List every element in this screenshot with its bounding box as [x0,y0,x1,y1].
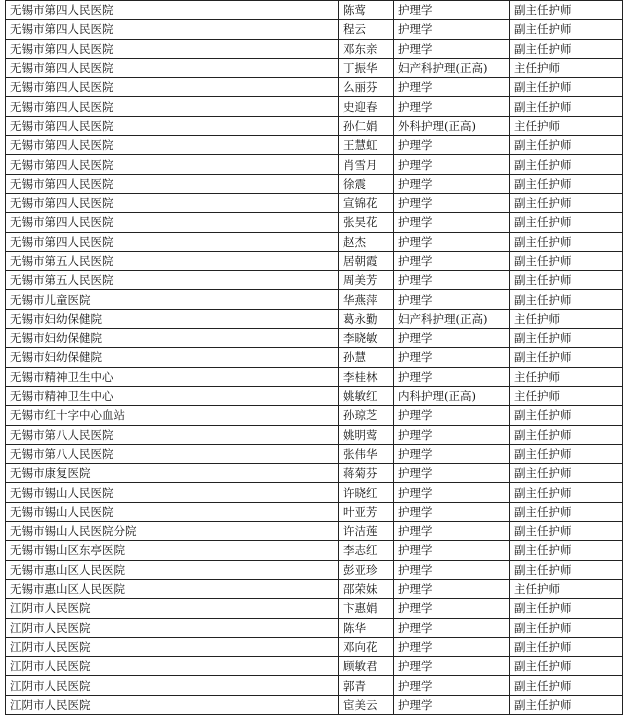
title-cell: 副主任护师 [510,502,623,521]
personnel-table [5,0,623,715]
table-row [6,232,623,251]
specialty-cell: 护理学 [394,676,510,695]
title-cell: 副主任护师 [510,695,623,714]
specialty-cell: 护理学 [394,329,510,348]
specialty-cell: 护理学 [394,695,510,714]
table-row [6,444,623,463]
name-cell: 肖雪月 [339,155,394,174]
hospital-cell: 无锡市妇幼保健院 [6,329,339,348]
hospital-cell: 无锡市第四人民医院 [6,174,339,193]
title-cell: 副主任护师 [510,1,623,20]
table-row [6,193,623,212]
table-row [6,58,623,77]
table-row [6,386,623,405]
table-row [6,676,623,695]
specialty-cell: 护理学 [394,579,510,598]
specialty-cell: 护理学 [394,174,510,193]
hospital-cell: 无锡市第八人民医院 [6,444,339,463]
name-cell: 蒋菊芬 [339,464,394,483]
title-cell: 副主任护师 [510,560,623,579]
table-row [6,136,623,155]
specialty-cell: 护理学 [394,251,510,270]
hospital-cell: 无锡市惠山区人民医院 [6,579,339,598]
hospital-cell: 无锡市第四人民医院 [6,78,339,97]
table-row [6,1,623,20]
specialty-cell: 内科护理(正高) [394,386,510,405]
name-cell: 宦美云 [339,695,394,714]
name-cell: 王慧虹 [339,136,394,155]
hospital-cell: 无锡市精神卫生中心 [6,386,339,405]
table-row [6,560,623,579]
hospital-cell: 江阴市人民医院 [6,599,339,618]
hospital-cell: 无锡市妇幼保健院 [6,348,339,367]
specialty-cell: 护理学 [394,290,510,309]
name-cell: 赵杰 [339,232,394,251]
hospital-cell: 无锡市第五人民医院 [6,251,339,270]
hospital-cell: 无锡市锡山人民医院分院 [6,522,339,541]
specialty-cell: 护理学 [394,367,510,386]
table-row [6,637,623,656]
name-cell: 邵荣妹 [339,579,394,598]
title-cell: 副主任护师 [510,599,623,618]
table-row [6,406,623,425]
specialty-cell: 护理学 [394,425,510,444]
title-cell: 副主任护师 [510,155,623,174]
hospital-cell: 无锡市康复医院 [6,464,339,483]
name-cell: 程云 [339,20,394,39]
specialty-cell: 护理学 [394,464,510,483]
hospital-cell: 江阴市人民医院 [6,618,339,637]
specialty-cell: 护理学 [394,155,510,174]
title-cell: 主任护师 [510,309,623,328]
specialty-cell: 护理学 [394,541,510,560]
specialty-cell: 护理学 [394,1,510,20]
table-row [6,271,623,290]
table-row [6,78,623,97]
specialty-cell: 护理学 [394,232,510,251]
specialty-cell: 护理学 [394,97,510,116]
title-cell: 副主任护师 [510,618,623,637]
title-cell: 主任护师 [510,116,623,135]
specialty-cell: 护理学 [394,20,510,39]
specialty-cell: 护理学 [394,657,510,676]
hospital-cell: 江阴市人民医院 [6,695,339,714]
title-cell: 主任护师 [510,386,623,405]
name-cell: 邓向花 [339,637,394,656]
specialty-cell: 护理学 [394,348,510,367]
name-cell: 陈莺 [339,1,394,20]
name-cell: 孙琼芝 [339,406,394,425]
name-cell: 张昊花 [339,213,394,232]
hospital-cell: 无锡市儿童医院 [6,290,339,309]
name-cell: 许洁莲 [339,522,394,541]
title-cell: 副主任护师 [510,464,623,483]
name-cell: 顾敏君 [339,657,394,676]
name-cell: 丁振华 [339,58,394,77]
hospital-cell: 无锡市第四人民医院 [6,20,339,39]
table-row [6,618,623,637]
specialty-cell: 护理学 [394,39,510,58]
hospital-cell: 无锡市第四人民医院 [6,213,339,232]
title-cell: 副主任护师 [510,406,623,425]
hospital-cell: 无锡市第四人民医院 [6,97,339,116]
table-row [6,309,623,328]
title-cell: 副主任护师 [510,522,623,541]
specialty-cell: 妇产科护理(正高) [394,58,510,77]
hospital-cell: 无锡市惠山区人民医院 [6,560,339,579]
name-cell: 彭亚珍 [339,560,394,579]
hospital-cell: 无锡市第四人民医院 [6,136,339,155]
specialty-cell: 护理学 [394,193,510,212]
table-row [6,522,623,541]
table-row [6,464,623,483]
specialty-cell: 护理学 [394,78,510,97]
hospital-cell: 无锡市第五人民医院 [6,271,339,290]
title-cell: 主任护师 [510,367,623,386]
table-row [6,39,623,58]
name-cell: 徐震 [339,174,394,193]
table-row [6,599,623,618]
name-cell: 李志红 [339,541,394,560]
name-cell: 华燕萍 [339,290,394,309]
name-cell: 周美芳 [339,271,394,290]
table-body [6,1,623,715]
name-cell: 叶亚芳 [339,502,394,521]
name-cell: 许晓红 [339,483,394,502]
table-row [6,116,623,135]
title-cell: 副主任护师 [510,425,623,444]
hospital-cell: 江阴市人民医院 [6,676,339,695]
hospital-cell: 无锡市第四人民医院 [6,155,339,174]
table-row [6,541,623,560]
specialty-cell: 护理学 [394,502,510,521]
title-cell: 副主任护师 [510,676,623,695]
hospital-cell: 无锡市锡山人民医院 [6,483,339,502]
table-row [6,579,623,598]
name-cell: 么丽芬 [339,78,394,97]
name-cell: 史迎春 [339,97,394,116]
table-row [6,483,623,502]
hospital-cell: 无锡市第四人民医院 [6,1,339,20]
table-row [6,290,623,309]
table-row [6,367,623,386]
name-cell: 宣锦花 [339,193,394,212]
title-cell: 副主任护师 [510,136,623,155]
table-row [6,348,623,367]
specialty-cell: 护理学 [394,599,510,618]
name-cell: 姚明莺 [339,425,394,444]
hospital-cell: 江阴市人民医院 [6,657,339,676]
table-row [6,695,623,714]
hospital-cell: 无锡市锡山人民医院 [6,502,339,521]
hospital-cell: 无锡市第四人民医院 [6,232,339,251]
name-cell: 姚敏红 [339,386,394,405]
specialty-cell: 护理学 [394,637,510,656]
title-cell: 副主任护师 [510,271,623,290]
hospital-cell: 江阴市人民医院 [6,637,339,656]
name-cell: 孙仁娟 [339,116,394,135]
table-row [6,251,623,270]
name-cell: 居朝霞 [339,251,394,270]
title-cell: 副主任护师 [510,657,623,676]
table-row [6,155,623,174]
specialty-cell: 护理学 [394,136,510,155]
title-cell: 副主任护师 [510,232,623,251]
specialty-cell: 护理学 [394,444,510,463]
table-row [6,329,623,348]
specialty-cell: 护理学 [394,522,510,541]
title-cell: 副主任护师 [510,541,623,560]
hospital-cell: 无锡市妇幼保健院 [6,309,339,328]
specialty-cell: 妇产科护理(正高) [394,309,510,328]
name-cell: 孙慧 [339,348,394,367]
title-cell: 副主任护师 [510,329,623,348]
name-cell: 李桂林 [339,367,394,386]
title-cell: 副主任护师 [510,97,623,116]
specialty-cell: 护理学 [394,483,510,502]
specialty-cell: 护理学 [394,560,510,579]
name-cell: 李晓敏 [339,329,394,348]
title-cell: 副主任护师 [510,637,623,656]
specialty-cell: 护理学 [394,618,510,637]
name-cell: 邓东亲 [339,39,394,58]
title-cell: 主任护师 [510,58,623,77]
title-cell: 副主任护师 [510,483,623,502]
specialty-cell: 护理学 [394,406,510,425]
title-cell: 副主任护师 [510,193,623,212]
hospital-cell: 无锡市第四人民医院 [6,116,339,135]
title-cell: 副主任护师 [510,39,623,58]
specialty-cell: 护理学 [394,213,510,232]
hospital-cell: 无锡市第四人民医院 [6,58,339,77]
title-cell: 副主任护师 [510,290,623,309]
hospital-cell: 无锡市第四人民医院 [6,39,339,58]
title-cell: 副主任护师 [510,20,623,39]
title-cell: 副主任护师 [510,213,623,232]
specialty-cell: 外科护理(正高) [394,116,510,135]
name-cell: 陈华 [339,618,394,637]
title-cell: 副主任护师 [510,78,623,97]
table-row [6,657,623,676]
hospital-cell: 无锡市红十字中心血站 [6,406,339,425]
hospital-cell: 无锡市精神卫生中心 [6,367,339,386]
title-cell: 副主任护师 [510,348,623,367]
table-row [6,425,623,444]
title-cell: 副主任护师 [510,444,623,463]
title-cell: 副主任护师 [510,251,623,270]
hospital-cell: 无锡市锡山区东亭医院 [6,541,339,560]
table-row [6,20,623,39]
specialty-cell: 护理学 [394,271,510,290]
table-row [6,97,623,116]
name-cell: 葛永勤 [339,309,394,328]
table-row [6,213,623,232]
name-cell: 卞惠娟 [339,599,394,618]
title-cell: 主任护师 [510,579,623,598]
hospital-cell: 无锡市第四人民医院 [6,193,339,212]
table-row [6,502,623,521]
title-cell: 副主任护师 [510,174,623,193]
name-cell: 张伟华 [339,444,394,463]
name-cell: 郭青 [339,676,394,695]
table-row [6,174,623,193]
hospital-cell: 无锡市第八人民医院 [6,425,339,444]
